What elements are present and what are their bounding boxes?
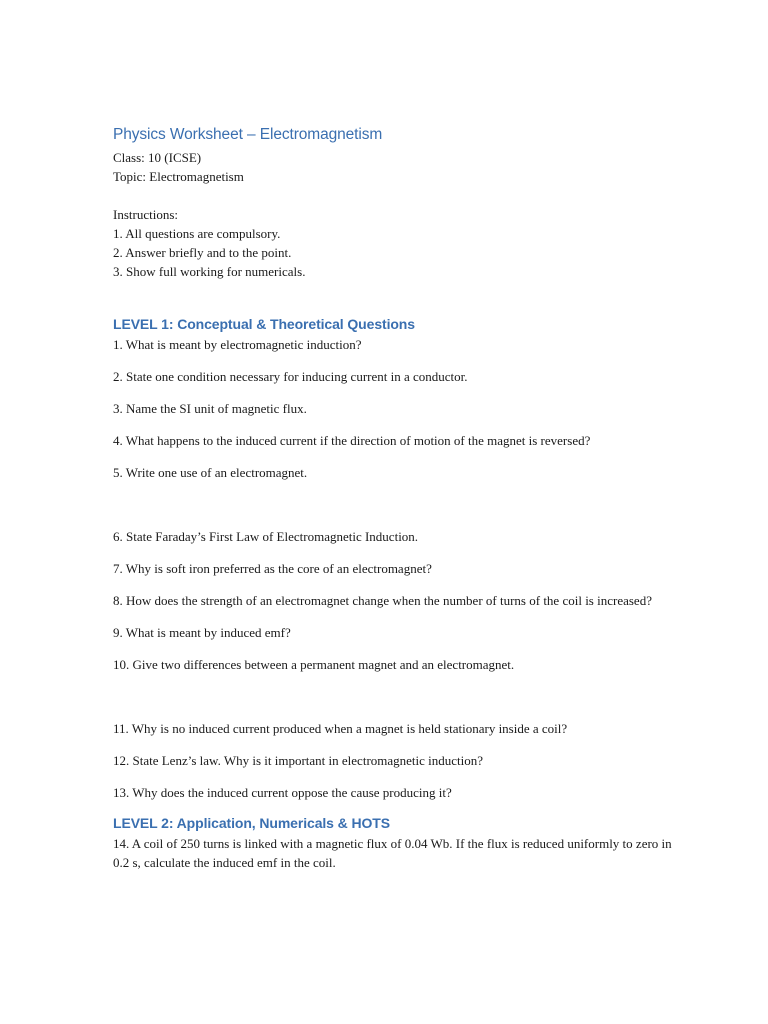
question: 13. Why does the induced current oppose the cause producing it? bbox=[113, 785, 452, 800]
class-line: Class: 10 (ICSE) bbox=[113, 150, 202, 165]
question: 10. Give two differences between a permanent magnet and an electromagnet. bbox=[113, 657, 515, 672]
question: 8. How does the strength of an electromagnet change when the number of turns of the coil is increased? bbox=[113, 593, 652, 608]
spacer bbox=[113, 687, 673, 719]
instructions-heading: Instructions: bbox=[113, 207, 178, 222]
worksheet-page bbox=[113, 124, 673, 885]
instruction-item: 1. All questions are compulsory. bbox=[113, 226, 281, 241]
question: 11. Why is no induced current produced when a magnet is held stationary inside a coil? bbox=[113, 721, 568, 736]
question: 5. Write one use of an electromagnet. bbox=[113, 465, 308, 480]
question: 7. Why is soft iron preferred as the core of an electromagnet? bbox=[113, 561, 432, 576]
worksheet-title: Physics Worksheet – Electromagnetism bbox=[113, 126, 383, 143]
question: 9. What is meant by induced emf? bbox=[113, 625, 291, 640]
instruction-item: 2. Answer briefly and to the point. bbox=[113, 245, 292, 260]
question: 3. Name the SI unit of magnetic flux. bbox=[113, 401, 307, 416]
topic-line: Topic: Electromagnetism bbox=[113, 169, 244, 184]
question: 12. State Lenz’s law. Why is it important in electromagnetic induction? bbox=[113, 753, 484, 768]
level2-heading: LEVEL 2: Application, Numericals & HOTS bbox=[113, 815, 390, 831]
instruction-item: 3. Show full working for numericals. bbox=[113, 264, 306, 279]
question: 14. A coil of 250 turns is linked with a magnetic flux of 0.04 Wb. If the flux is reduced uniformly to zero in 0.2 s, calculate the induced emf in the coil. bbox=[113, 836, 672, 870]
question: 2. State one condition necessary for inducing current in a conductor. bbox=[113, 369, 468, 384]
spacer bbox=[113, 186, 673, 205]
question: 6. State Faraday’s First Law of Electromagnetic Induction. bbox=[113, 529, 419, 544]
spacer bbox=[113, 495, 673, 527]
spacer bbox=[113, 281, 673, 313]
question: 4. What happens to the induced current if the direction of motion of the magnet is reversed? bbox=[113, 433, 591, 448]
question: 1. What is meant by electromagnetic induction? bbox=[113, 337, 362, 352]
level1-heading: LEVEL 1: Conceptual & Theoretical Questions bbox=[113, 316, 415, 332]
